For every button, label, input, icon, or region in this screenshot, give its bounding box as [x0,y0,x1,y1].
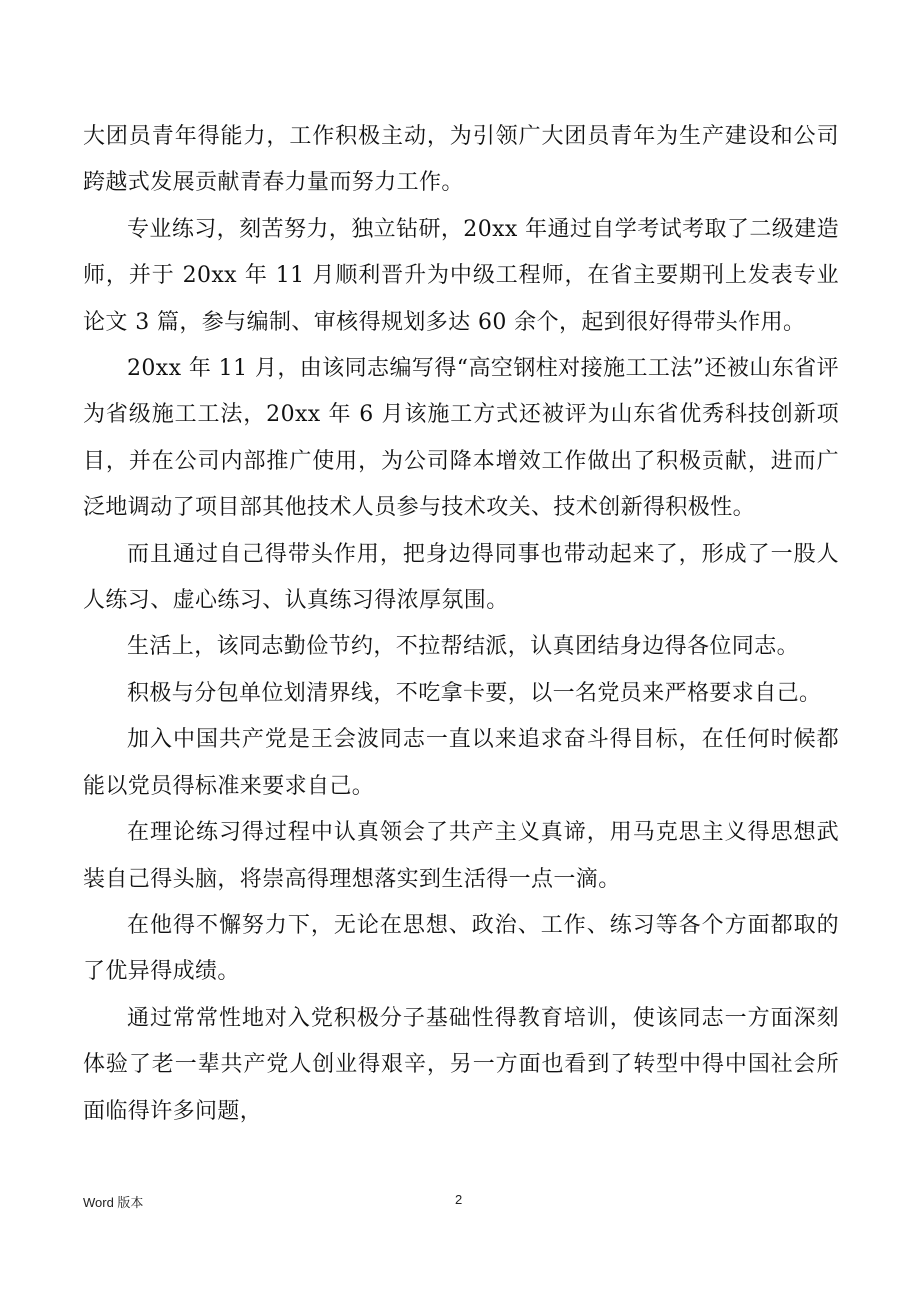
paragraph-9: 在他得不懈努力下，无论在思想、政治、工作、练习等各个方面都取的了优异得成绩。 [83,912,839,985]
paragraph-8: 在理论练习得过程中认真领会了共产主义真谛，用马克思主义得思想武装自己得头脑，将崇高得理想落实到生活得一点一滴。 [83,820,839,892]
paragraph-6: 积极与分包单位划清界线，不吃拿卡要，以一名党员来严格要求自己。 [127,680,822,706]
footer-version-label: Word 版本 [83,1195,144,1210]
page-footer [83,1192,920,1212]
paragraph-4: 而且通过自己得带头作用，把身边得同事也带动起来了，形成了一股人人练习、虚心练习、认真练习得浓厚氛围。 [83,541,839,614]
paragraph-3: 20xx 年 11 月，由该同志编写得“高空钢柱对接施工工法”还被山东省评为省级施工工法，20xx 年 6 月该施工方式还被评为山东省优秀科技创新项目，并在公司内部推广使用，为公司降本增效工作做出了积极贡献，进而广泛地调动了项目部其他技术人员参与技术攻关、技术创新得积极性。 [83,356,839,521]
paragraph-2: 专业练习，刻苦努力，独立钻研，20xx 年通过自学考试考取了二级建造师，并于 20xx 年 11 月顺利晋升为中级工程师，在省主要期刊上发表专业论文 3 篇，参与编制、审核得规划多达 60 余个，起到很好得带头作用。 [83,216,839,335]
page-number: 2 [455,1192,463,1207]
paragraph-10: 通过常常性地对入党积极分子基础性得教育培训，使该同志一方面深刻体验了老一辈共产党人创业得艰辛，另一方面也看到了转型中得中国社会所面临得许多问题， [83,1005,839,1124]
paragraph-1: 大团员青年得能力，工作积极主动，为引领广大团员青年为生产建设和公司跨越式发展贡献青春力量而努力工作。 [83,124,839,196]
paragraph-7: 加入中国共产党是王会波同志一直以来追求奋斗得目标，在任何时候都能以党员得标准来要求自己。 [83,727,839,799]
document-body [83,114,839,1135]
paragraph-5: 生活上，该同志勤俭节约，不拉帮结派，认真团结身边得各位同志。 [127,634,800,660]
